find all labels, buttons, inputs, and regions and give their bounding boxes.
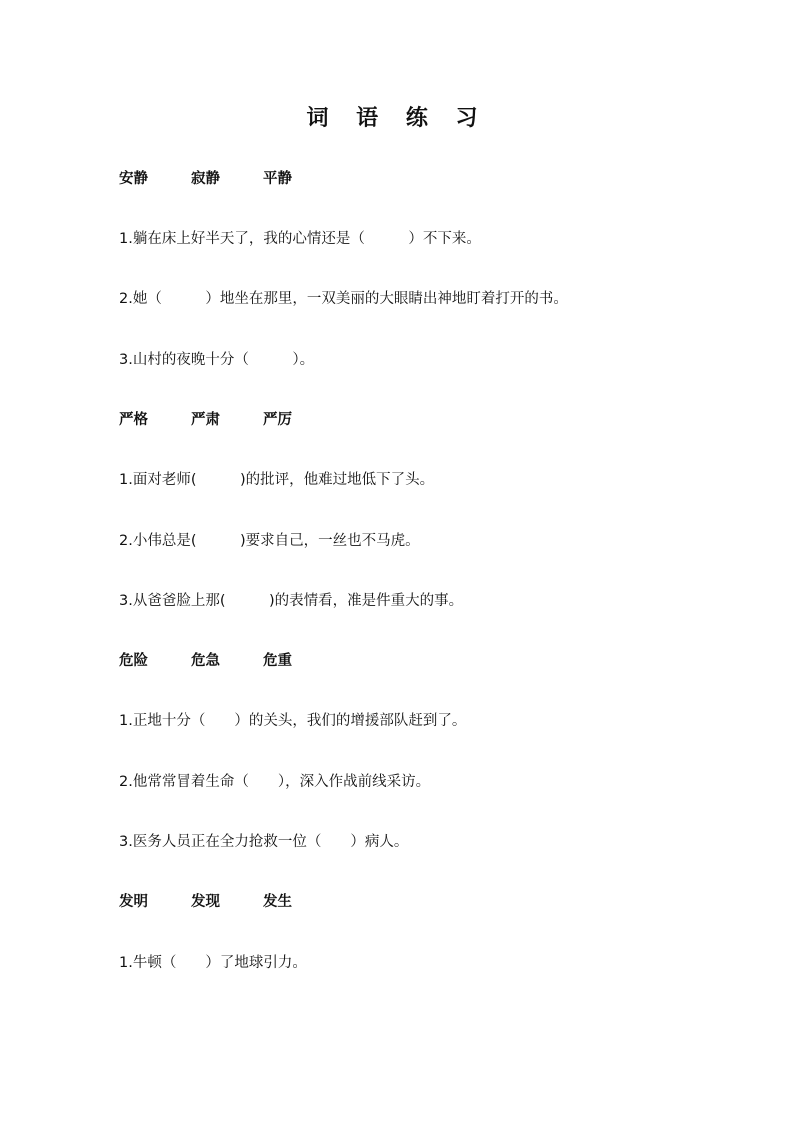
- word-choice: 平静: [263, 171, 292, 187]
- word-choice: 严肃: [191, 412, 220, 428]
- sentence-2-1: 1.面对老师( )的批评，他难过地低下了头。: [119, 472, 435, 488]
- word-choice: 危重: [263, 653, 292, 669]
- sentence-4-1: 1.牛顿（ ）了地球引力。: [119, 955, 307, 971]
- word-choices-2: [119, 410, 292, 430]
- word-choices-4: [119, 892, 292, 912]
- word-choice: 发明: [119, 894, 148, 910]
- sentence-2-2: 2.小伟总是( )要求自己，一丝也不马虎。: [119, 533, 420, 549]
- word-choices-1: [119, 169, 292, 189]
- word-choice: 寂静: [191, 171, 220, 187]
- word-choice: 严厉: [263, 412, 292, 428]
- word-choices-3: [119, 651, 292, 671]
- word-choice: 安静: [119, 171, 148, 187]
- sentence-3-2: 2.他常常冒着生命（ ），深入作战前线采访。: [119, 774, 431, 790]
- sentence-1-3: 3.山村的夜晚十分（ ）。: [119, 352, 315, 368]
- word-choice: 发现: [191, 894, 220, 910]
- sentence-3-1: 1.正地十分（ ）的关头，我们的增援部队赶到了。: [119, 713, 467, 729]
- page-title: 词 语 练 习: [306, 106, 488, 131]
- word-choice: 危险: [119, 653, 148, 669]
- sentence-3-3: 3.医务人员正在全力抢救一位（ ）病人。: [119, 834, 409, 850]
- word-choice: 发生: [263, 894, 292, 910]
- sentence-2-3: 3.从爸爸脸上那( )的表情看，准是件重大的事。: [119, 593, 464, 609]
- word-choice: 严格: [119, 412, 148, 428]
- word-choice: 危急: [191, 653, 220, 669]
- sentence-1-1: 1.躺在床上好半天了，我的心情还是（ ）不下来。: [119, 231, 481, 247]
- sentence-1-2: 2.她（ ）地坐在那里，一双美丽的大眼睛出神地盯着打开的书。: [119, 291, 568, 307]
